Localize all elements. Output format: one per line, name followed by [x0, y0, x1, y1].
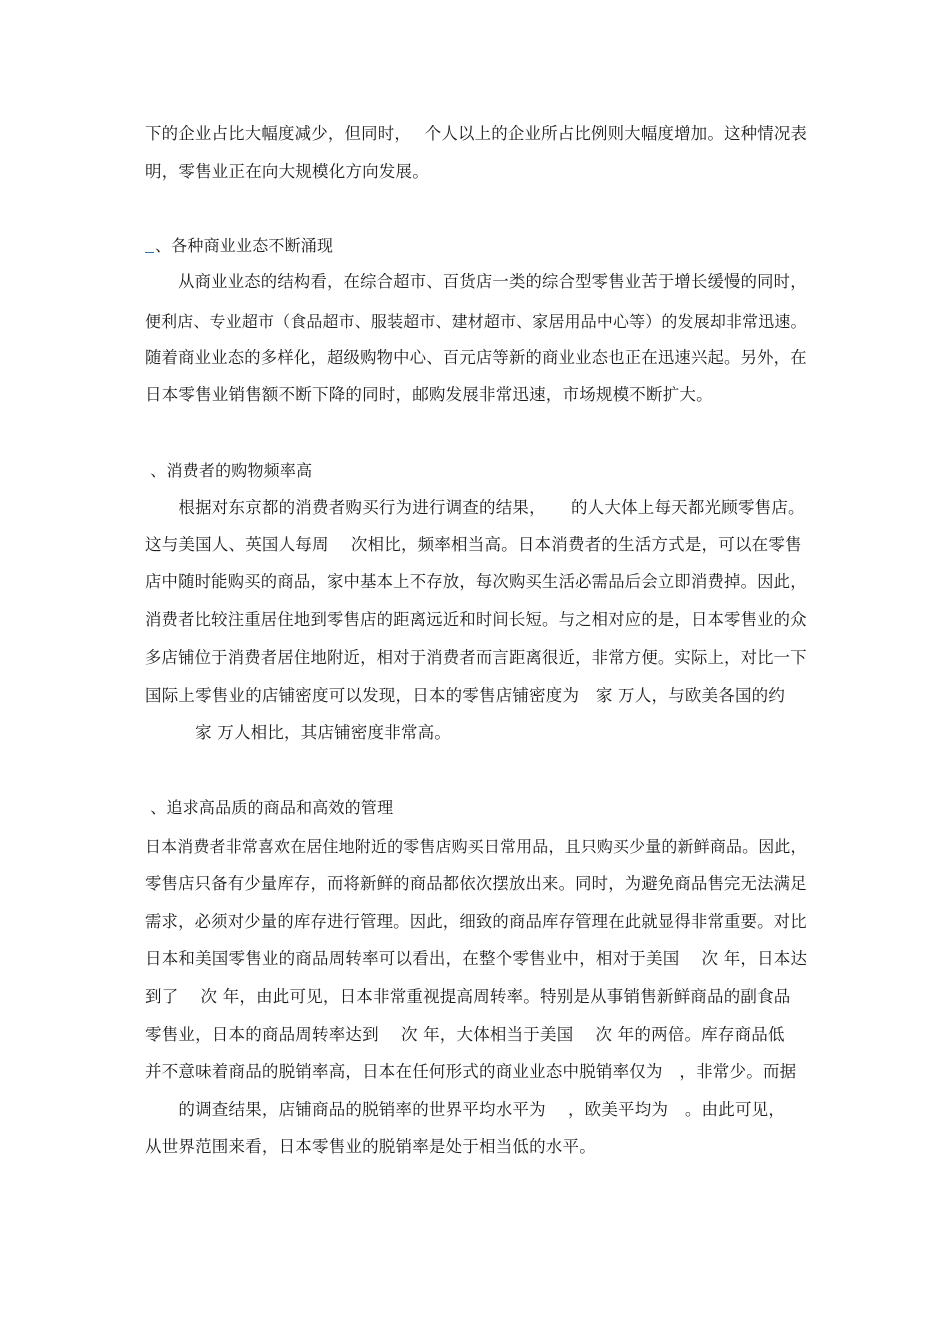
- paragraph-line: 随着商业业态的多样化，超级购物中心、百元店等新的商业业态也正在迅速兴起。另外，在: [145, 348, 807, 367]
- paragraph-line: 日本和美国零售业的商品周转率可以看出，在整个零售业中，相对于美国 次 年，日本达: [145, 949, 808, 968]
- section-number-marker: [145, 238, 154, 253]
- section-heading: 、追求高品质的商品和高效的管理: [145, 798, 394, 817]
- paragraph-line: 从商业业态的结构看，在综合超市、百货店一类的综合型零售业苦于增长缓慢的同时，: [145, 272, 807, 291]
- paragraph-line: 的调查结果，店铺商品的脱销率的世界平均水平为 ，欧美平均为 。由此可见，: [145, 1100, 786, 1119]
- paragraph-line: 需求，必须对少量的库存进行管理。因此，细致的商品库存管理在此就显得非常重要。对比: [145, 912, 807, 931]
- paragraph-line: 家 万人相比，其店铺密度非常高。: [145, 723, 452, 742]
- section-heading: 、消费者的购物频率高: [145, 461, 313, 480]
- paragraph-line: 消费者比较注重居住地到零售店的距离远近和时间长短。与之相对应的是，日本零售业的众: [145, 610, 807, 629]
- paragraph-line: 从世界范围来看，日本零售业的脱销率是处于相当低的水平。: [145, 1137, 596, 1156]
- paragraph-line: 便利店、专业超市（食品超市、服装超市、建材超市、家居用品中心等）的发展却非常迅速。: [145, 312, 807, 331]
- paragraph-line: 零售店只备有少量库存，而将新鲜的商品都依次摆放出来。同时，为避免商品售完无法满足: [145, 874, 807, 893]
- paragraph-line: 下的企业占比大幅度减少，但同时， 个人以上的企业所占比例则大幅度增加。这种情况表: [145, 124, 808, 143]
- paragraph-line: 日本零售业销售额不断下降的同时，邮购发展非常迅速，市场规模不断扩大。: [145, 385, 713, 404]
- paragraph-line: 多店铺位于消费者居住地附近，相对于消费者而言距离很近，非常方便。实际上，对比一下: [145, 648, 807, 667]
- paragraph-line: 到了 次 年，由此可见，日本非常重视提高周转率。特别是从事销售新鲜商品的副食品: [145, 987, 791, 1006]
- paragraph-line: 明，零售业正在向大规模化方向发展。: [145, 162, 429, 181]
- paragraph-line: 店中随时能购买的商品，家中基本上不存放，每次购买生活必需品后会立即消费掉。因此，: [145, 572, 807, 591]
- paragraph-line: 国际上零售业的店铺密度可以发现，日本的零售店铺密度为 家 万人，与欧美各国的约: [145, 686, 786, 705]
- paragraph-line: 根据对东京都的消费者购买行为进行调查的结果， 的人大体上每天都光顾零售店。: [145, 498, 805, 517]
- paragraph-line: 日本消费者非常喜欢在居住地附近的零售店购买日常用品，且只购买少量的新鲜商品。因此，: [145, 837, 807, 856]
- paragraph-line: 零售业，日本的商品周转率达到 次 年，大体相当于美国 次 年的两倍。库存商品低: [145, 1025, 785, 1044]
- section-heading-text: 、各种商业业态不断涌现: [155, 236, 334, 255]
- section-heading: [145, 235, 333, 257]
- paragraph-line: 这与美国人、英国人每周 次相比，频率相当高。日本消费者的生活方式是，可以在零售: [145, 535, 802, 554]
- paragraph-line: 并不意味着商品的脱销率高，日本在任何形式的商业业态中脱销率仅为 ，非常少。而据: [145, 1062, 797, 1081]
